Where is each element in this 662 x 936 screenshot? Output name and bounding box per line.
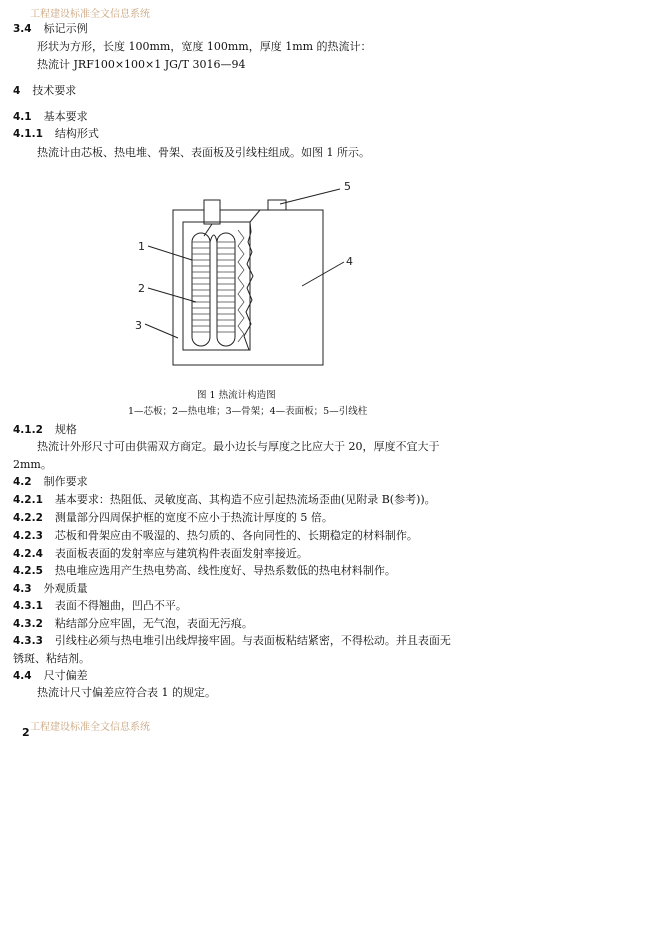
paragraph-continued: 2mm。 [13, 458, 52, 471]
figure-label-4: 4 [346, 255, 353, 268]
thermopile [192, 233, 235, 346]
clause-text: 引线柱必须与热电堆引出线焊接牢固。与表面板粘结紧密，不得松动。并且表面无 [54, 634, 451, 647]
clause-4-3-2 [13, 617, 253, 631]
section-4-heading [13, 84, 76, 98]
section-number: 4.1 [13, 111, 32, 123]
section-title: 标记示例 [43, 22, 88, 35]
figure-1-diagram [120, 172, 370, 377]
section-title: 规格 [54, 423, 77, 436]
clause-text: 表面不得翘曲，凹凸不平。 [54, 599, 187, 612]
clause-4-3-3 [13, 634, 451, 648]
clause-4-2-3 [13, 529, 418, 543]
section-number: 4.1.2 [13, 424, 43, 436]
section-4-4-heading [13, 669, 88, 683]
section-number: 4.1.1 [13, 128, 43, 140]
clause-4-2-1 [13, 493, 436, 507]
section-title: 尺寸偏差 [43, 669, 88, 682]
figure-label-3: 3 [135, 319, 142, 332]
break-line-top [250, 210, 260, 222]
section-title: 技术要求 [32, 84, 77, 97]
watermark-top: 工程建设标准全文信息系统 [30, 9, 150, 20]
section-4-3-heading [13, 582, 88, 596]
clause-text: 测量部分四周保护框的宽度不应小于热流计厚度的 5 倍。 [54, 511, 333, 524]
clause-4-2-2 [13, 511, 333, 525]
section-4-1-1-heading [13, 127, 99, 141]
section-number: 3.4 [13, 23, 32, 35]
lead-post-left [204, 200, 220, 224]
clause-4-3-1 [13, 599, 187, 613]
section-title: 制作要求 [43, 475, 88, 488]
clause-text: 芯板和骨架应由不吸湿的、热匀质的、各向同性的、长期稳定的材料制作。 [54, 529, 418, 542]
paragraph: 热流计 JRF100×100×1 JG/T 3016—94 [37, 58, 246, 71]
clause-4-2-5 [13, 564, 396, 578]
section-number: 4.2 [13, 476, 32, 488]
lead-wire [204, 224, 212, 236]
clause-text: 粘结部分应牢固，无气泡，表面无污痕。 [54, 617, 253, 630]
leader-lines [145, 189, 344, 338]
lead-post-right [268, 200, 286, 210]
clause-text: 基本要求：热阻低、灵敏度高、其构造不应引起热流场歪曲(见附录 B(参考))。 [54, 493, 436, 506]
figure-label-5: 5 [344, 180, 351, 193]
section-title: 基本要求 [43, 110, 88, 123]
figure-label-1: 1 [138, 240, 145, 253]
thermopile-hatching [192, 242, 235, 332]
clause-4-2-4 [13, 547, 308, 561]
clause-number: 4.2.4 [13, 548, 43, 560]
section-number: 4 [13, 85, 21, 97]
figure-caption: 图 1 热流计构造图 [197, 390, 276, 401]
section-number: 4.4 [13, 670, 32, 682]
clause-number: 4.2.3 [13, 530, 43, 542]
paragraph-continued: 锈斑、粘结剂。 [13, 652, 90, 665]
clause-text: 热电堆应选用产生热电势高、线性度好、导热系数低的热电材料制作。 [54, 564, 396, 577]
clause-number: 4.3.2 [13, 618, 43, 630]
page-number: 2 [22, 726, 30, 739]
clause-number: 4.2.2 [13, 512, 43, 524]
clause-number: 4.3.3 [13, 635, 43, 647]
clause-text: 表面板表面的发射率应与建筑构件表面发射率接近。 [54, 547, 308, 560]
clause-number: 4.3.1 [13, 600, 43, 612]
section-3-4-heading [13, 22, 88, 36]
break-line [244, 222, 253, 350]
clause-number: 4.2.5 [13, 565, 43, 577]
paragraph: 热流计外形尺寸可由供需双方商定。最小边长与厚度之比应大于 20，厚度不宜大于 [37, 440, 440, 453]
section-title: 外观质量 [43, 582, 88, 595]
paragraph: 热流计由芯板、热电堆、骨架、表面板及引线柱组成。如图 1 所示。 [37, 146, 370, 159]
section-title: 结构形式 [54, 127, 99, 140]
watermark-bottom: 工程建设标准全文信息系统 [30, 722, 150, 733]
section-4-2-heading [13, 475, 88, 489]
thermopile-strip [238, 230, 244, 342]
figure-legend: 1—芯板；2—热电堆；3—骨架；4—表面板；5—引线柱 [128, 406, 368, 417]
frame-outer [173, 210, 323, 365]
clause-number: 4.2.1 [13, 494, 43, 506]
paragraph: 形状为方形，长度 100mm，宽度 100mm，厚度 1mm 的热流计： [37, 40, 372, 53]
section-4-1-2-heading [13, 423, 77, 437]
paragraph: 热流计尺寸偏差应符合表 1 的规定。 [37, 686, 216, 699]
section-4-1-heading [13, 110, 88, 124]
section-number: 4.3 [13, 583, 32, 595]
figure-label-2: 2 [138, 282, 145, 295]
